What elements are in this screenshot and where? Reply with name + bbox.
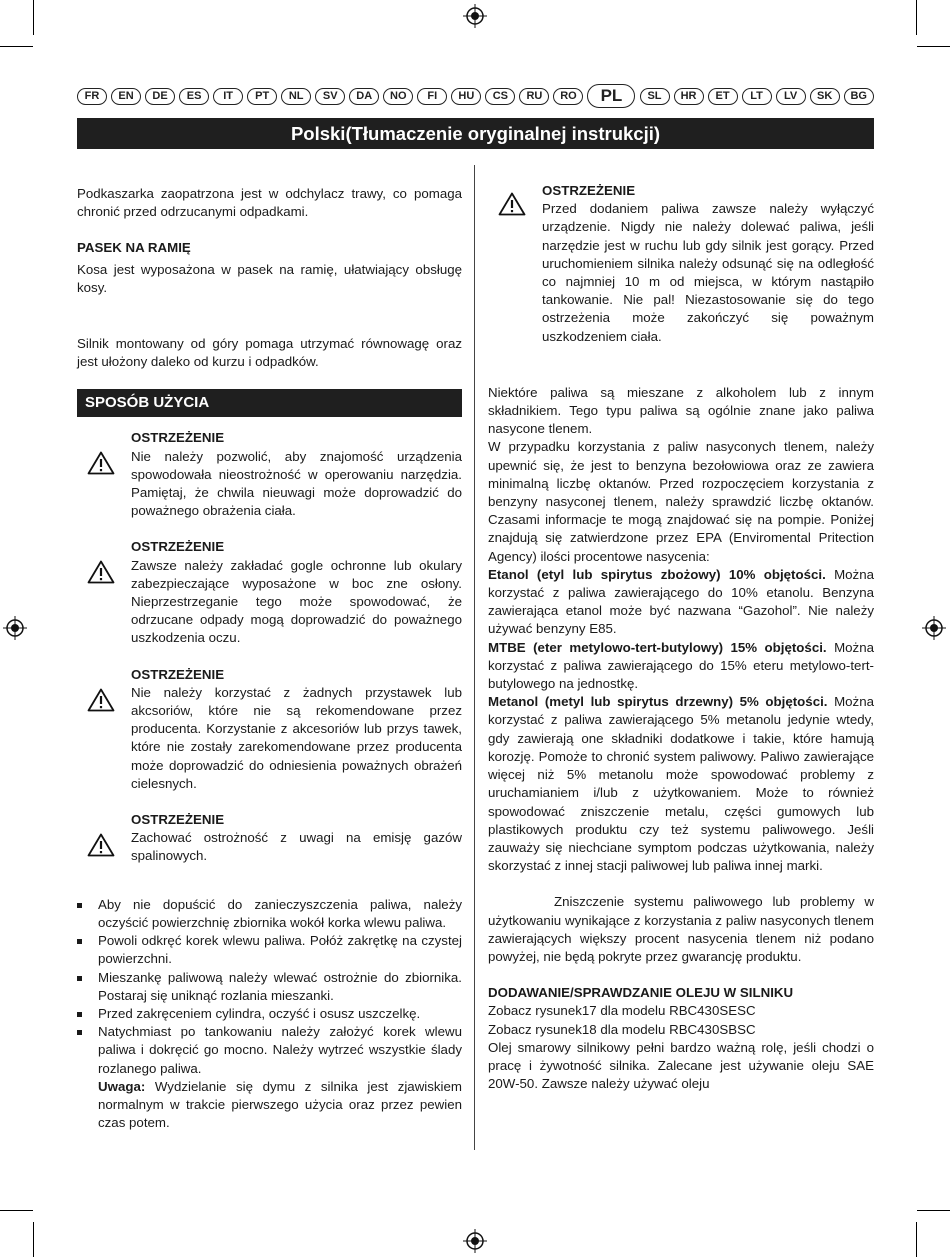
lang-tab-et[interactable]: ET [708, 88, 738, 105]
fuel-intro-paragraph: Niektóre paliwa są mieszane z alkoholem lub z innym składnikiem. Tego typu paliwa są ogólnie znane jako paliwa nasycone tlenem. [488, 384, 874, 437]
mtbe-heading: MTBE (eter metylowo-tert-butylowy) 15% objętości. [488, 639, 827, 655]
warning-block [77, 429, 462, 520]
warning-triangle-icon [87, 560, 115, 584]
warning-block [77, 538, 462, 647]
fuel-oxygenated-paragraph: W przypadku korzystania z paliw nasyconych tlenem, należy upewnić się, że jest to benzyna bezołowiowa oraz ze zawiera minimalną liczbę oktanów. Przed rozpoczęciem korzystania z benzyny nasyconej tlenem, należy sprawdzić liczbę oktanów. Czasami informacje te mogą znajdować się na pompie. Poniżej znajdują się zatwierdzone przez EPA (Enviromental Pritection Agency) ilości procentowe nasycenia: [488, 439, 874, 564]
lang-tab-it[interactable]: IT [213, 88, 243, 105]
strap-heading: PASEK NA RAMIĘ [77, 240, 191, 256]
lang-tab-pl[interactable]: PL [587, 84, 635, 108]
list-item: Aby nie dopuścić do zanieczyszczenia paliwa, należy oczyścić powierzchnię zbiornika wokół korka wlewu paliwa. [77, 896, 462, 932]
lang-tab-nl[interactable]: NL [281, 88, 311, 105]
lang-tab-sk[interactable]: SK [810, 88, 840, 105]
lang-tab-ro[interactable]: RO [553, 88, 583, 105]
oil-heading: DODAWANIE/SPRAWDZANIE OLEJU W SILNIKU [488, 985, 794, 1001]
list-item: Przed zakręceniem cylindra, oczyść i osusz uszczelkę. [77, 1005, 462, 1023]
lang-tab-hu[interactable]: HU [451, 88, 481, 105]
warning-triangle-icon [498, 192, 526, 216]
crop-mark [916, 0, 917, 35]
warning-title: OSTRZEŻENIE [131, 430, 225, 446]
crop-mark [0, 46, 33, 47]
crop-mark [33, 0, 34, 35]
registration-mark-icon [463, 4, 487, 28]
warning-triangle-icon [87, 688, 115, 712]
note-label: Uwaga: [98, 1078, 146, 1094]
warning-triangle-icon [87, 451, 115, 475]
lang-tab-sl[interactable]: SL [640, 88, 670, 105]
warning-text: Nie należy pozwolić, aby znajomość urządzenia spowodowała nieostrożność w operowaniu narzędzia. Pamiętaj, że chwila nieuwagi może doprowadzić do poważnego obrażenia ciała. [131, 448, 462, 519]
registration-mark-icon [463, 1229, 487, 1253]
lang-tab-da[interactable]: DA [349, 88, 379, 105]
lang-tab-es[interactable]: ES [179, 88, 209, 105]
lang-tab-en[interactable]: EN [111, 88, 141, 105]
section-title-usage: SPOSÓB UŻYCIA [77, 389, 462, 417]
lang-tab-hr[interactable]: HR [674, 88, 704, 105]
page-title: Polski(Tłumaczenie oryginalnej instrukcji) [77, 118, 874, 149]
intro-paragraph: Podkaszarka zaopatrzona jest w odchylacz trawy, co pomaga chronić przed odrzucanymi odpadkami. [77, 186, 462, 220]
registration-mark-icon [922, 616, 946, 640]
lang-tab-no[interactable]: NO [383, 88, 413, 105]
crop-mark [33, 1222, 34, 1257]
mtbe-paragraph: MTBE (eter metylowo-tert-butylowy) 15% objętości. Można korzystać z paliwa zawierającego do 15% eteru metylowo-tert-butylowego na jednostkę. [488, 639, 874, 692]
bullet-square-icon [77, 1030, 82, 1035]
bullet-square-icon [77, 903, 82, 908]
crop-mark [916, 1222, 917, 1257]
lang-tab-sv[interactable]: SV [315, 88, 345, 105]
crop-mark [0, 1210, 33, 1211]
bullet-square-icon [77, 939, 82, 944]
lang-tab-cs[interactable]: CS [485, 88, 515, 105]
list-item: Powoli odkręć korek wlewu paliwa. Połóż zakrętkę na czystej powierzchni. [77, 932, 462, 968]
bullet-square-icon [77, 976, 82, 981]
lang-tab-lv[interactable]: LV [776, 88, 806, 105]
warning-block [77, 811, 462, 866]
methanol-heading: Metanol (metyl lub spirytus drzewny) 5% objętości. [488, 694, 828, 710]
oil-figure-ref-1: Zobacz rysunek17 dla modelu RBC430SESC [488, 1003, 756, 1019]
warning-title: OSTRZEŻENIE [131, 666, 225, 682]
warning-text: Zawsze należy zakładać gogle ochronne lub okulary zabezpieczające wyposażone w boc zne osłony. Nieprzestrzeganie tego może spowodować, że odrzucane odpady mogą doprowadzić do poważnego uszkodzenia oczu. [131, 557, 462, 646]
crop-mark [917, 1210, 950, 1211]
methanol-paragraph: Metanol (metyl lub spirytus drzewny) 5% objętości. Można korzystać z paliwa zawierającego 5% metanolu jedynie wtedy, gdy zawierają one składniki dodatkowe i takie, które hamują korozję. Pomoże to chronić system paliwowy. Paliwo zawierające więcej niż 5% metanolu może spowodować problemy z uruchamianiem i/lub z użytkowaniem. Może to również spowodować zniszczenie metalu, części gumowych lub plastikowych produktu czy też systemu paliwowego. Jeśli zauważy się niechciane symptom podczas użytkowania, należy skorzystać z innej stacji paliwowej lub paliwa innej marki. [488, 694, 874, 874]
lang-tab-de[interactable]: DE [145, 88, 175, 105]
warranty-paragraph: Zniszczenie systemu paliwowego lub problemy w użytkowaniu wynikające z korzystania z paliw nasyconych tlenem zawierających większy procent nasycenia tlenem niż podano powyżej, nie będą pokryte przez gwarancję produktu. [488, 894, 874, 964]
list-item: Mieszankę paliwową należy wlewać ostrożnie do zbiornika. Postaraj się uniknąć rozlania mieszanki. [77, 969, 462, 1005]
lang-tab-bg[interactable]: BG [844, 88, 874, 105]
crop-mark [917, 46, 950, 47]
left-column [77, 185, 462, 1132]
right-column [488, 182, 874, 1093]
ethanol-paragraph: Etanol (etyl lub spirytus zbożowy) 10% objętości. Można korzystać z paliwa zawierającego do 10% etanolu. Benzyna zawierająca etanol może być nazwana “Gazohol”. Nie należy używać benzyny E85. [488, 566, 874, 637]
lang-tab-pt[interactable]: PT [247, 88, 277, 105]
warning-title: OSTRZEŻENIE [131, 812, 225, 828]
language-tabs [77, 85, 874, 107]
warning-triangle-icon [87, 833, 115, 857]
oil-figure-ref-2: Zobacz rysunek18 dla modelu RBC430SBSC [488, 1021, 756, 1037]
warning-block [77, 666, 462, 793]
list-item: Natychmiast po tankowaniu należy założyć korek wlewu paliwa i dokręcić go mocno. Należy wytrzeć wszystkie ślady rozlanego paliwa. [77, 1023, 462, 1078]
warning-text: Nie należy korzystać z żadnych przystawek lub akcsoriów, które nie są rekomendowane przez producenta. Korzystanie z akcesoriów lub przys tawek, które nie zostały zarekomendowane przez producenta może doprowadzić do odniesienia poważnych obrażeń cielesnych. [131, 684, 462, 791]
column-divider [474, 165, 475, 1150]
warning-block [488, 182, 874, 346]
oil-paragraph: Olej smarowy silnikowy pełni bardzo ważną rolę, jeśli chodzi o pracę i żywotność silnika. Zalecane jest używanie oleju SAE 20W-50. Zawsze należy używać oleju [488, 1039, 874, 1092]
warning-title: OSTRZEŻENIE [542, 183, 636, 198]
lang-tab-ru[interactable]: RU [519, 88, 549, 105]
lang-tab-fr[interactable]: FR [77, 88, 107, 105]
note-paragraph [77, 1078, 462, 1133]
bullet-square-icon [77, 1012, 82, 1017]
refuel-steps-list [77, 896, 462, 1078]
warning-text: Przed dodaniem paliwa zawsze należy wyłączyć urządzenie. Nigdy nie należy dolewać paliwa, jeśli narzędzie jest w ruchu lub gdy silnik jest gorący. Przed uruchomieniem silnika należy odsunąć się na odległość co najmniej 10 m od miejsca, w którym nastąpiło tankowanie. Nie pal! Niezastosowanie się do tego ostrzeżenia może zakończyć się poważnym uszkodzeniem ciała. [542, 201, 874, 344]
registration-mark-icon [3, 616, 27, 640]
note-text: Wydzielanie się dymu z silnika jest zjawiskiem normalnym w trakcie pierwszego użycia oraz przez pewien czas potem. [98, 1078, 462, 1131]
lang-tab-fi[interactable]: FI [417, 88, 447, 105]
engine-paragraph: Silnik montowany od góry pomaga utrzymać równowagę oraz jest ułożony daleko od kurzu i odpadków. [77, 336, 462, 370]
warning-text: Zachować ostrożność z uwagi na emisję gazów spalinowych. [131, 830, 462, 864]
warning-title: OSTRZEŻENIE [131, 539, 225, 555]
strap-paragraph: Kosa jest wyposażona w pasek na ramię, ułatwiający obsługę kosy. [77, 261, 462, 295]
ethanol-heading: Etanol (etyl lub spirytus zbożowy) 10% objętości. [488, 566, 826, 582]
lang-tab-lt[interactable]: LT [742, 88, 772, 105]
